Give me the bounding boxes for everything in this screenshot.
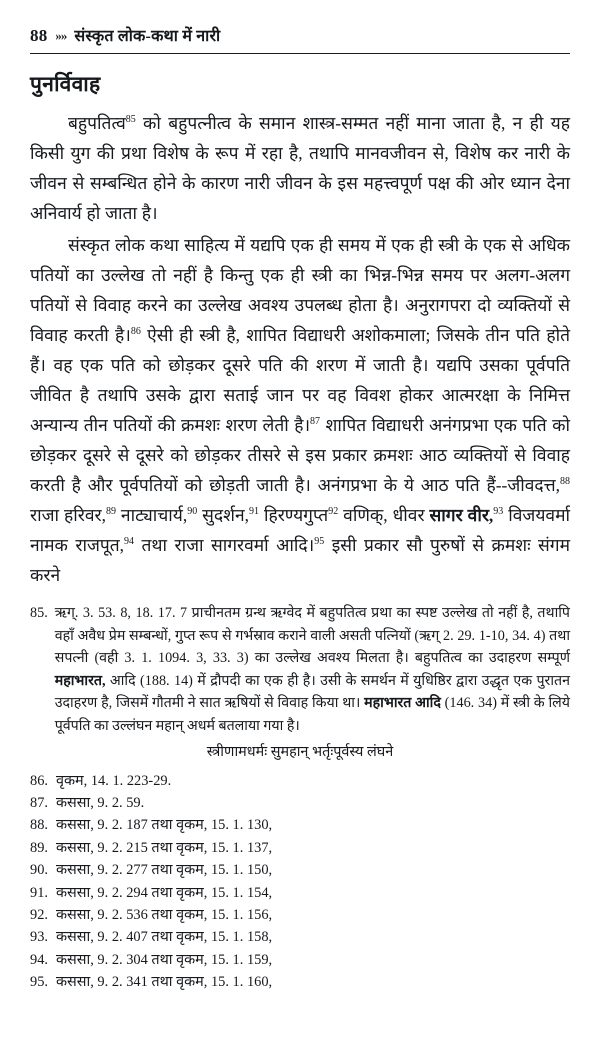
header-divider	[30, 53, 570, 54]
para1-text-pre: बहुपतित्व	[68, 113, 126, 133]
footnote-94-text: कससा, 9. 2. 304 तथा वृकम, 15. 1. 159,	[56, 951, 273, 968]
page-number: 88	[30, 26, 48, 45]
footnote-94	[30, 949, 570, 971]
footnote-94-number: 94.	[30, 951, 48, 968]
para2-seg-a: संस्कृत लोक कथा साहित्य में यद्यपि एक ही समय में एक ही स्त्री के एक से अधिक पतियों का उल्लेख तो नहीं है किन्तु एक ही स्त्री का भिन्न-भिन्न समय पर अलग-अलग पतियों से विवाह करने का उल्लेख अवश्य उपलब्ध होता है। अनुरागपरा दो व्यक्तियों से विवाह करती है।	[30, 235, 570, 345]
footnote-85	[30, 602, 570, 737]
footnote-verse-quote: स्त्रीणामधर्मः सुमहान् भर्तृःपूर्वस्य लंघने	[206, 744, 394, 760]
footnote-85-body	[55, 602, 570, 737]
paragraph-2	[30, 230, 570, 590]
footnote-block	[30, 602, 570, 994]
footnote-ref-95: 95	[314, 536, 325, 548]
footnote-95-number: 95.	[30, 974, 48, 991]
footnote-89-number: 89.	[30, 839, 48, 856]
para2-seg-i: विजयवर्मा नामक राजपूत,	[30, 505, 570, 555]
footnote-90	[30, 859, 570, 881]
footnote-92-text: कससा, 9. 2. 536 तथा वृकम, 15. 1. 156,	[56, 906, 273, 923]
footnote-86-number: 86.	[30, 772, 48, 789]
footnote-85-number: 85.	[30, 605, 48, 621]
footnote-ref-87: 87	[310, 416, 321, 428]
footnote-ref-91: 91	[249, 506, 259, 518]
para2-seg-d: राजा हरिवर,	[30, 505, 106, 525]
footnote-92	[30, 904, 570, 926]
footnote-ref-86: 86	[130, 326, 141, 338]
footnote-95	[30, 971, 570, 993]
footnote-90-text: कससा, 9. 2. 277 तथा वृकम, 15. 1. 150,	[56, 862, 273, 879]
footnote-88	[30, 814, 570, 836]
footnote-ref-88: 88	[560, 476, 570, 488]
footnote-88-text: कससा, 9. 2. 187 तथा वृकम, 15. 1. 130,	[56, 817, 273, 834]
running-header	[30, 24, 570, 51]
book-title: संस्कृत लोक-कथा में नारी	[74, 28, 221, 45]
footnote-95-text: कससा, 9. 2. 341 तथा वृकम, 15. 1. 160,	[56, 974, 273, 991]
footnote-ref-89: 89	[105, 506, 116, 518]
footnote-85-text-c: (146. 34) में स्त्री के लिये पूर्वपति का उल्लंघन महान् अधर्म बतलाया गया है।	[54, 695, 570, 734]
ornament-icon: »»	[55, 28, 67, 43]
para2-seg-c: शापित विद्याधरी अनंगप्रभा एक पति को छोड़कर दूसरे से दूसरे को छोड़कर तीसरे से इस प्रकार क्रमशः आठ व्यक्तियों से विवाह करती है और पूर्वपतियों को छोड़ती जाती है। अनंगप्रभा के ये आठ पति हैं--जीवदत्त,	[30, 415, 570, 495]
para1-text-post: को बहुपत्नीत्व के समान शास्त्र-सम्मत नहीं माना जाता है, न ही यह किसी युग की प्रथा विशेष के रूप में रहा है, तथापि मानवजीवन से, विशेष कर नारी के जीवन से सम्बन्धित होने के कारण नारी जीवन के इस महत्त्वपूर्ण पक्ष की ओर ध्यान देना अनिवार्य हो जाता है।	[30, 113, 570, 223]
footnote-89	[30, 837, 570, 859]
footnote-ref-85: 85	[125, 114, 136, 126]
para2-seg-f: सुदर्शन,	[197, 505, 249, 525]
footnote-91-text: कससा, 9. 2. 294 तथा वृकम, 15. 1. 154,	[56, 884, 273, 901]
para2-seg-e: नाट्याचार्य,	[115, 505, 188, 525]
footnote-85-text-b: आदि (188. 14) में द्रौपदी का एक ही है। उसी के समर्थन में युधिष्ठिर द्वारा उद्धृत एक पुरातन उदाहरण है, जिसमें गौतमी ने सात ऋषियों से विवाह किया था।	[54, 672, 570, 711]
para2-seg-k: इसी प्रकार सौ पुरुषों से क्रमशः संगम करने	[30, 535, 570, 585]
footnote-85-source: ऋग्.	[54, 605, 79, 621]
para2-seg-b: ऐसी ही स्त्री है, शापित विद्याधरी अशोकमाला; जिसके तीन पति होते हैं। वह एक पति को छोड़कर दूसरे पति की शरण में जाती है। यद्यपि उसका पूर्वपति जीवित है तथापि उसके द्वारा सताई जान पर वह विवश होकर आत्मरक्षा के निमित्त अन्यान्य तीन पतियों की क्रमशः शरण लेती है।	[30, 325, 570, 435]
footnote-87-text: कससा, 9. 2. 59.	[56, 794, 145, 811]
footnote-87	[30, 792, 570, 814]
footnote-91	[30, 882, 570, 904]
footnote-91-number: 91.	[30, 884, 48, 901]
footnote-85-text-a: 3. 53. 8, 18. 17. 7 प्राचीनतम ग्रन्थ ऋग्वेद में बहुपतित्व प्रथा का स्पष्ट उल्लेख तो नहीं है, तथापि वहाँ अवैध प्रेम सम्बन्धों, गुप्त रूप से गर्भस्राव कराने वाली असती पत्नियों (ऋग् 2. 29. 1-10, 34. 4) तथा सपत्नी (वही 3. 1. 1094. 3, 33. 3) का उल्लेख अवश्य मिलता है। बहुपतित्व का उदाहरण सम्पूर्ण	[54, 605, 570, 666]
footnote-90-number: 90.	[30, 862, 48, 879]
footnote-93-text: कससा, 9. 2. 407 तथा वृकम, 15. 1. 158,	[56, 929, 273, 946]
footnote-93-number: 93.	[30, 929, 48, 946]
para2-seg-j: तथा राजा सागरवर्मा आदि।	[134, 535, 315, 555]
paragraph-1	[30, 108, 570, 228]
footnote-85-bold-mahabharat: महाभारत,	[54, 672, 106, 689]
para2-seg-g: हिरण्यगुप्त	[259, 505, 329, 525]
footnote-ref-93: 93	[493, 506, 504, 518]
footnote-89-text: कससा, 9. 2. 215 तथा वृकम, 15. 1. 137,	[56, 839, 273, 856]
footnote-ref-90: 90	[187, 506, 198, 518]
para2-bold-sagar-vir: सागर वीर,	[429, 505, 494, 525]
footnote-86	[30, 770, 570, 792]
section-heading: पुनर्विवाह	[30, 72, 101, 96]
footnote-87-number: 87.	[30, 794, 48, 811]
footnote-ref-94: 94	[124, 536, 135, 548]
footnote-85-bold-mahabharat-adi: महाभारत आदि	[364, 695, 441, 711]
footnote-93	[30, 926, 570, 948]
para2-seg-h: वणिक्, धीवर	[338, 505, 430, 525]
footnote-ref-92: 92	[328, 506, 339, 518]
footnote-88-number: 88.	[30, 817, 48, 834]
footnote-86-text: वृकम, 14. 1. 223-29.	[56, 772, 172, 789]
footnote-92-number: 92.	[30, 906, 48, 923]
